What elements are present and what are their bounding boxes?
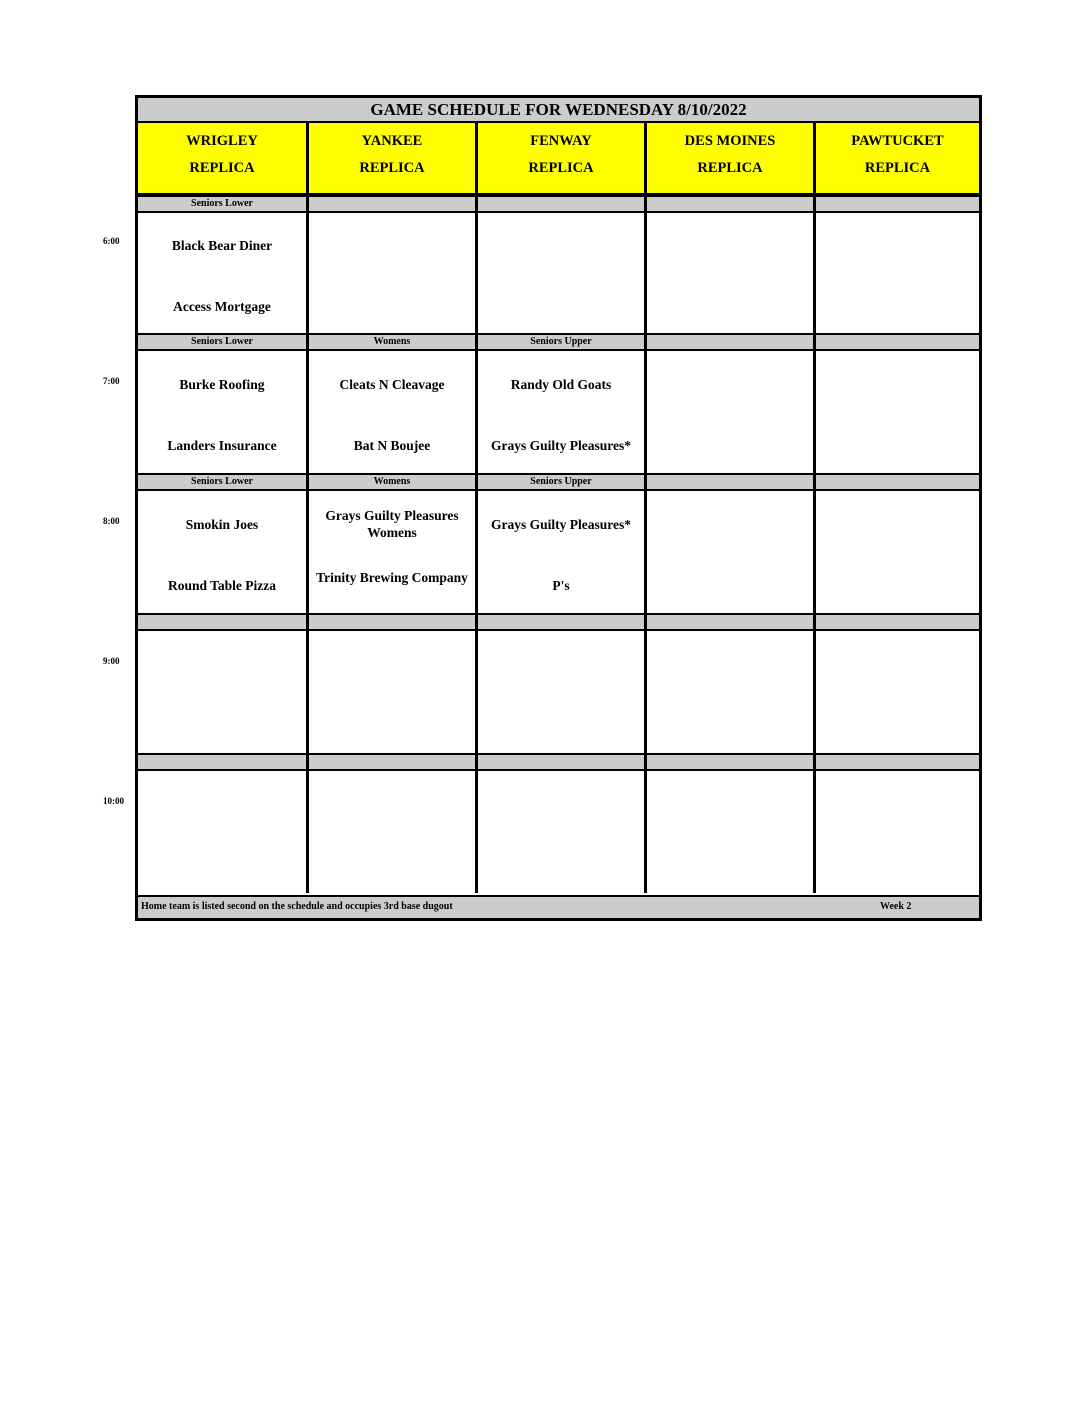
division-band (138, 753, 306, 771)
away-team: Grays Guilty Pleasures* (491, 517, 631, 532)
game-cell (647, 771, 813, 891)
division-band (647, 753, 813, 771)
park-header-pawtucket (816, 123, 979, 195)
game-cell (816, 631, 979, 751)
schedule-sheet (135, 95, 982, 921)
division-band (647, 613, 813, 631)
park-sub: REPLICA (189, 160, 255, 176)
home-team: P's (552, 578, 570, 593)
park-sub: REPLICA (359, 160, 425, 176)
home-team: Bat N Boujee (353, 438, 431, 453)
division-band (816, 473, 979, 491)
time-label-7: 7:00 (103, 376, 120, 386)
game-cell (816, 213, 979, 333)
park-sub: REPLICA (697, 160, 763, 176)
division-band (309, 613, 475, 631)
column-divider (475, 123, 478, 893)
column-divider (644, 123, 647, 893)
game-cell (647, 631, 813, 751)
division-band: Seniors Upper (478, 473, 644, 491)
time-label-10: 10:00 (103, 796, 124, 806)
game-cell (816, 491, 979, 611)
game-cell (138, 631, 306, 751)
division-band (647, 195, 813, 213)
division-band (816, 333, 979, 351)
game-cell (647, 351, 813, 471)
park-name: PAWTUCKET (851, 133, 944, 149)
home-team-note: Home team is listed second on the schedule and occupies 3rd base dugout (141, 901, 453, 912)
division-band (647, 473, 813, 491)
home-team: Landers Insurance (167, 438, 277, 453)
week-label: Week 2 (880, 901, 912, 912)
schedule-footer (138, 895, 979, 918)
game-cell (816, 771, 979, 891)
park-name: FENWAY (530, 133, 592, 149)
park-header-wrigley (138, 123, 306, 195)
away-team: Burke Roofing (179, 377, 265, 392)
game-cell (138, 213, 306, 333)
home-team: Trinity Brewing Company (316, 570, 468, 585)
away-team: Smokin Joes (185, 517, 259, 532)
game-cell (309, 351, 475, 471)
division-band (647, 333, 813, 351)
game-cell (138, 351, 306, 471)
division-band: Womens (309, 473, 475, 491)
park-header-fenway (478, 123, 644, 195)
game-cell (478, 491, 644, 611)
game-cell (647, 213, 813, 333)
time-label-6: 6:00 (103, 236, 120, 246)
division-band: Seniors Upper (478, 333, 644, 351)
column-divider (813, 123, 816, 893)
home-team: Round Table Pizza (167, 578, 277, 593)
away-team: Black Bear Diner (171, 238, 273, 253)
schedule-title: GAME SCHEDULE FOR WEDNESDAY 8/10/2022 (138, 98, 979, 123)
game-cell (309, 771, 475, 891)
game-cell (138, 771, 306, 891)
division-band: Seniors Lower (138, 473, 306, 491)
division-band: Seniors Lower (138, 333, 306, 351)
park-header-des-moines (647, 123, 813, 195)
division-band (478, 195, 644, 213)
time-label-9: 9:00 (103, 656, 120, 666)
home-team: Access Mortgage (173, 299, 271, 314)
park-sub: REPLICA (528, 160, 594, 176)
division-band: Womens (309, 333, 475, 351)
division-band: Seniors Lower (138, 195, 306, 213)
game-cell (309, 213, 475, 333)
game-cell (478, 771, 644, 891)
away-team: Grays Guilty Pleasures Womens (325, 508, 459, 540)
division-band (309, 753, 475, 771)
park-header-yankee (309, 123, 475, 195)
column-divider (306, 123, 309, 893)
park-name: WRIGLEY (186, 133, 258, 149)
game-cell (478, 631, 644, 751)
division-band (138, 613, 306, 631)
division-band (309, 195, 475, 213)
game-cell (478, 213, 644, 333)
away-team: Randy Old Goats (510, 377, 612, 392)
park-sub: REPLICA (864, 160, 931, 176)
division-band (478, 753, 644, 771)
game-cell (647, 491, 813, 611)
division-band (478, 613, 644, 631)
game-cell (816, 351, 979, 471)
division-band (816, 195, 979, 213)
game-cell (309, 631, 475, 751)
time-label-8: 8:00 (103, 516, 120, 526)
park-name: YANKEE (361, 133, 423, 149)
game-cell (138, 491, 306, 611)
park-name: DES MOINES (684, 133, 776, 149)
game-cell (309, 491, 475, 611)
division-band (816, 753, 979, 771)
away-team: Cleats N Cleavage (339, 377, 445, 392)
division-band (816, 613, 979, 631)
game-cell (478, 351, 644, 471)
home-team: Grays Guilty Pleasures* (491, 438, 631, 453)
